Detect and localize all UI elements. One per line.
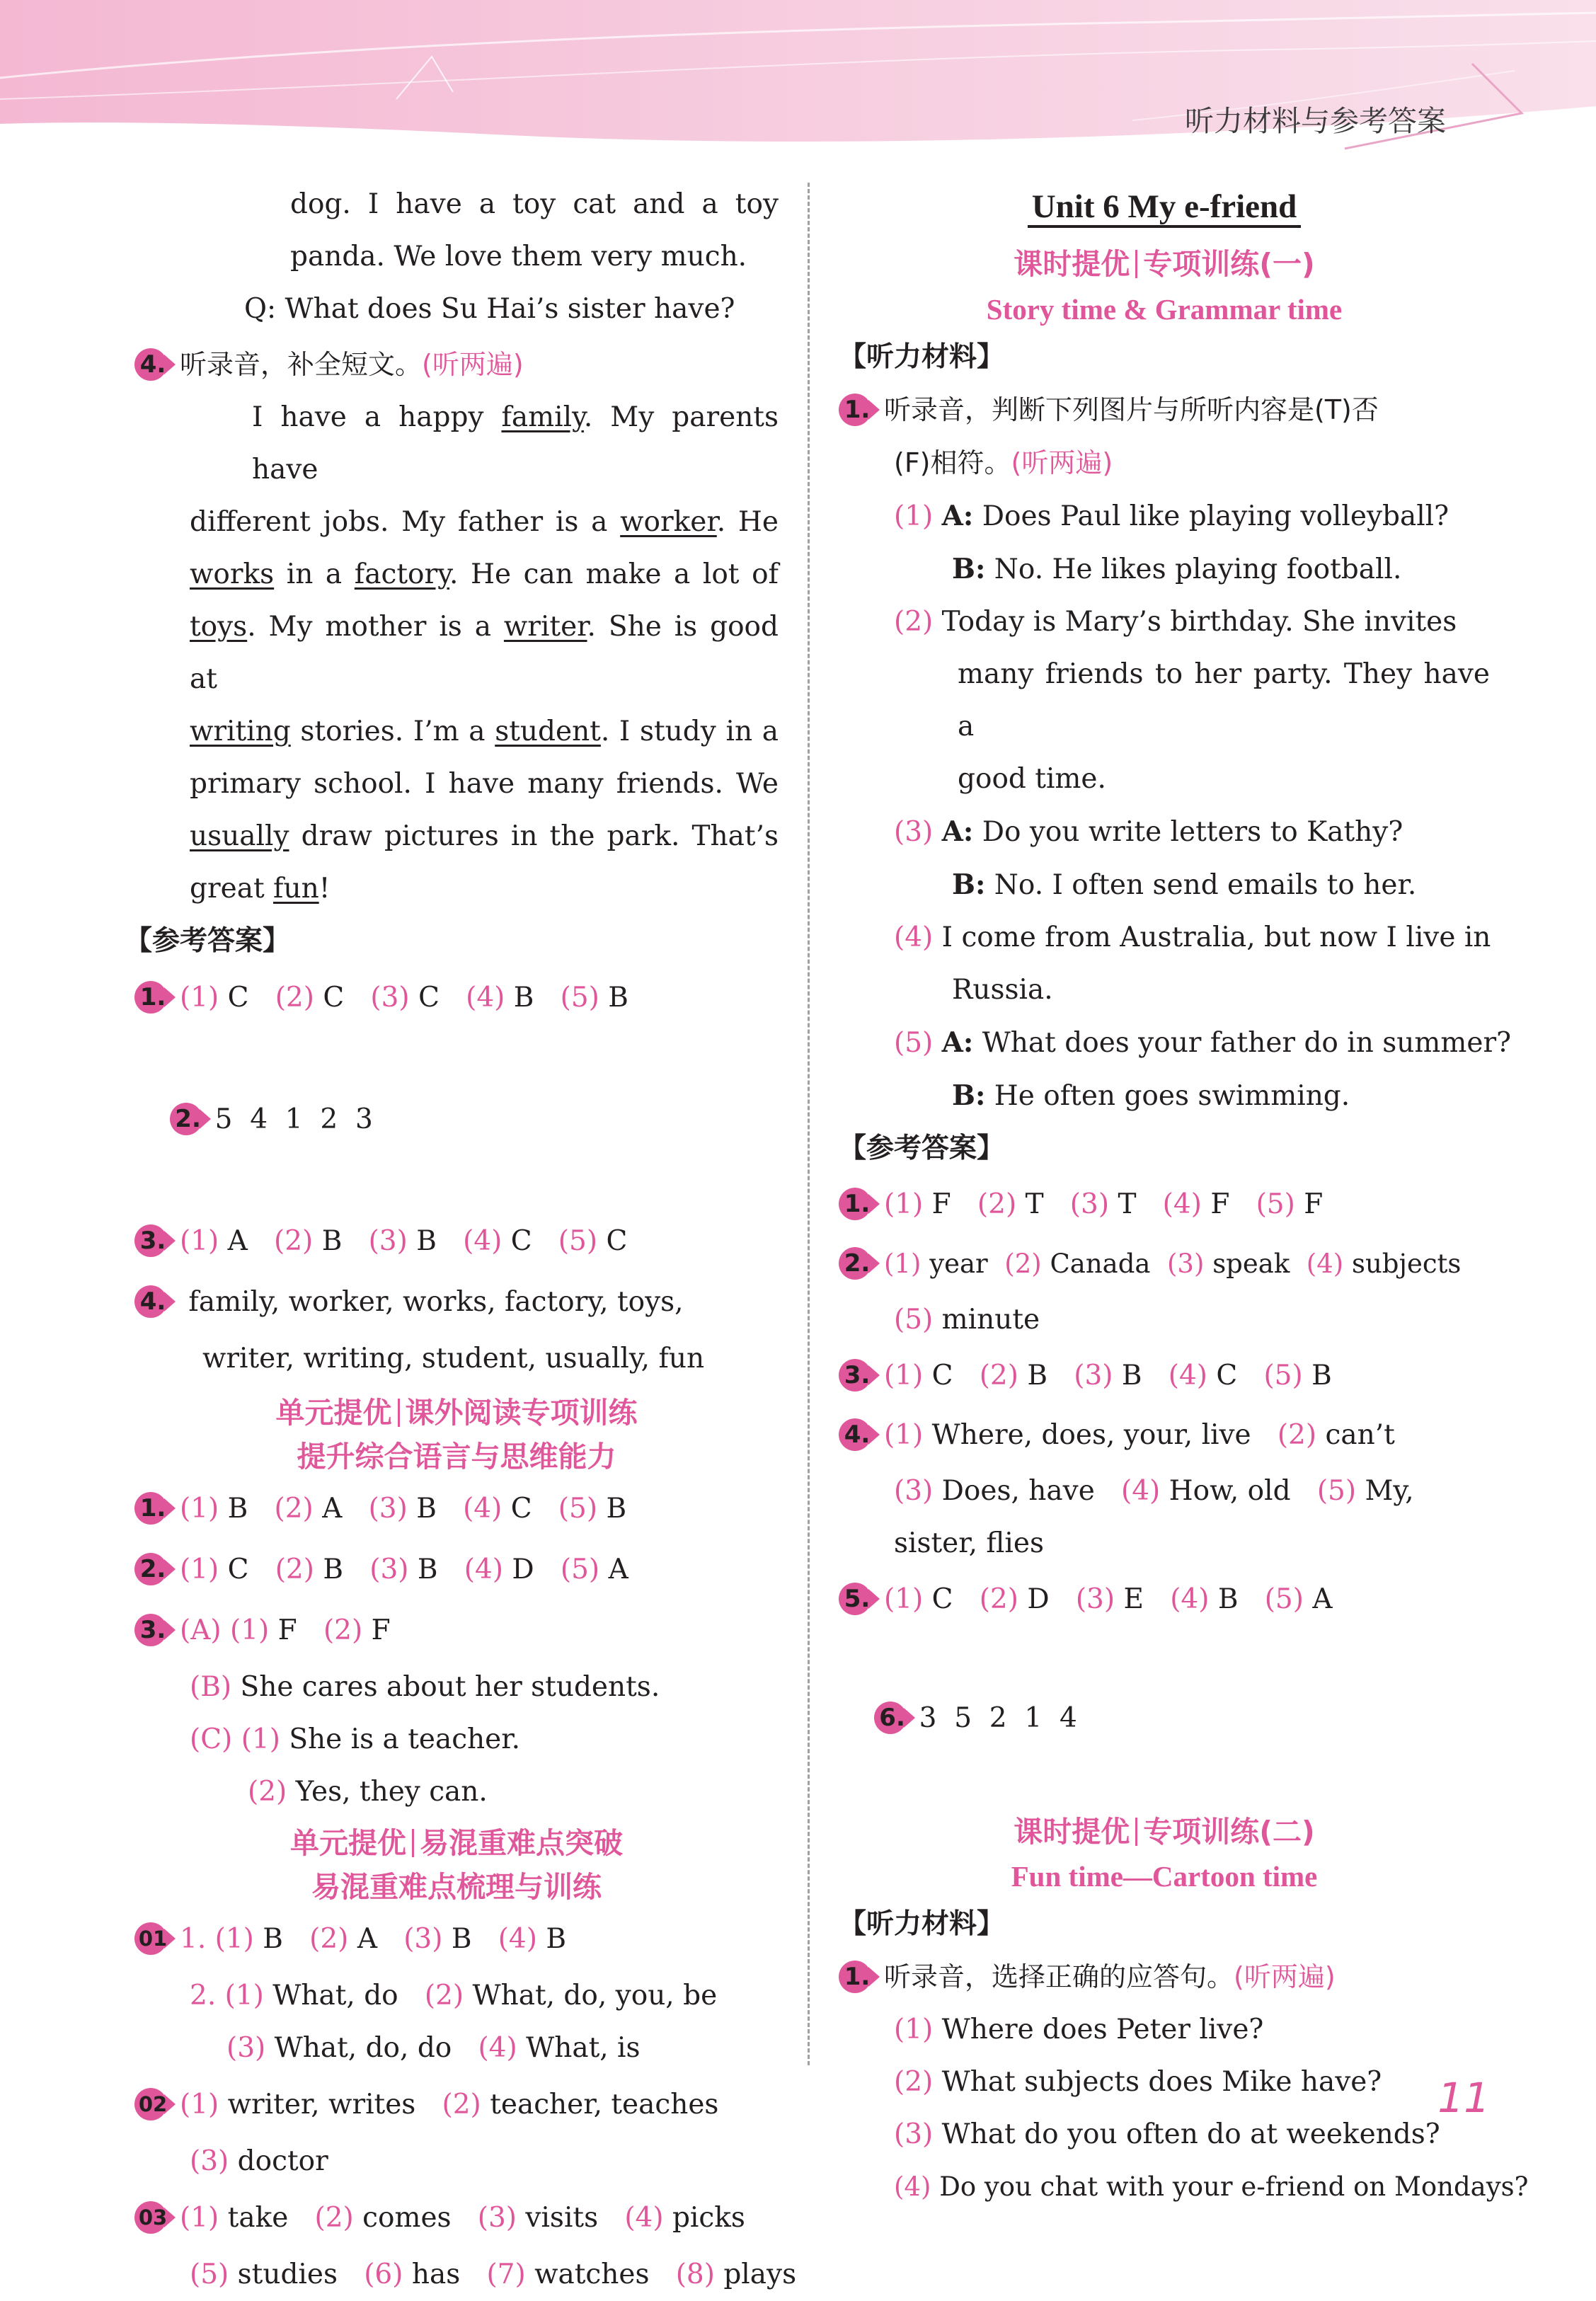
difficult-02: 02 (1) writer, writes (2) teacher, teaches: [134, 2075, 779, 2135]
section-subtitle-difficult: 易混重难点梳理与训练: [311, 1870, 602, 1904]
right-answer-6: 6. 3 5 2 1 4: [839, 1629, 1490, 1808]
question-number-badge: 4.: [134, 348, 176, 381]
left-column: [125, 178, 797, 2301]
passage-line: writing stories. I’m a student. I study in a: [190, 716, 779, 747]
section-title-1: 课时提优 专项训练(一): [1014, 247, 1315, 281]
difficult-01-2: 2. (1) What, do (2) What, do, you, be: [190, 1980, 718, 2012]
listening-item-3b: B: No. I often send emails to her.: [952, 868, 1417, 901]
question-number-badge: 2.: [170, 1103, 211, 1135]
right-answer-4c: sister, flies: [894, 1527, 1044, 1559]
difficult-03-2: (5) studies (6) has (7) watches (8) plays: [190, 2259, 797, 2290]
passage-line: toys. My mother is a writer. She is good at: [190, 611, 779, 695]
right-answer-4: 4. (1) Where, does, your, live (2) can’t: [839, 1406, 1490, 1465]
text-line: Q: What does Su Hai’s sister have?: [244, 293, 735, 325]
listening-2-1: 1. 听录音，选择正确的应答句。(听两遍): [839, 1951, 1490, 2004]
question-number-badge: 1.: [839, 1188, 880, 1220]
text-line: dog. I have a toy cat and a toy: [290, 188, 779, 220]
question-number-badge: 1.: [839, 1961, 880, 1993]
question-number-badge: 1.: [134, 981, 176, 1014]
right-column: [839, 178, 1529, 2213]
listening-title: 【听力材料】: [839, 341, 1005, 373]
section-subtitle-reading: 提升综合语言与思维能力: [297, 1440, 616, 1474]
question-number-badge: 4.: [839, 1418, 880, 1451]
listening-item-5: (5) A: What does your father do in summer?: [894, 1026, 1512, 1059]
listening-item-4: (4) I come from Australia, but now I live in: [894, 922, 1491, 953]
question-4: [134, 338, 779, 391]
header-title: 听力材料与参考答案: [1185, 104, 1446, 138]
unit-title-row: [839, 184, 1490, 234]
listening-item-3: (3) A: Do you write letters to Kathy?: [894, 815, 1403, 848]
listening-item-5b: B: He often goes swimming.: [952, 1079, 1350, 1112]
question-number-badge: 1.: [134, 1492, 176, 1525]
question-number-badge: 5.: [839, 1583, 880, 1615]
question-number-badge: 2.: [134, 1553, 176, 1585]
difficult-03: 03 (1) take (2) comes (3) visits (4) picks: [134, 2188, 779, 2249]
question-number-badge: 3.: [839, 1359, 880, 1391]
section-subtitle-1: Story time & Grammar time: [986, 293, 1343, 326]
right-answer-5: 5. (1) C (2) D (3) E (4) B (5) A: [839, 1570, 1490, 1629]
question-number-badge: 1.: [839, 394, 880, 426]
listening-2-item: (3) What do you often do at weekends?: [894, 2118, 1440, 2150]
question-number-badge: 3.: [134, 1614, 176, 1646]
listening-item-1b: B: No. He likes playing football.: [952, 553, 1402, 585]
question-number-badge: 03: [134, 2201, 176, 2234]
passage: [134, 391, 779, 915]
section-title-2: 课时提优 专项训练(二): [1014, 1815, 1315, 1849]
question-number-badge: 01: [134, 1922, 176, 1955]
question-number-badge: 3.: [134, 1224, 176, 1257]
question-number-badge: 4.: [134, 1285, 176, 1318]
reading-answer-3c2: (2) Yes, they can.: [248, 1776, 488, 1808]
difficult-01: 01 1. (1) B (2) A (3) B (4) B: [134, 1909, 779, 1970]
reading-answer-3: 3. (A) (1) F (2) F: [134, 1600, 779, 1661]
difficult-02-2: (3) doctor: [190, 2145, 328, 2177]
listening-item-2: (2) Today is Mary’s birthday. She invites: [894, 606, 1457, 638]
right-answer-2: 2. (1) year (2) Canada (3) speak (4) subjects: [839, 1234, 1490, 1294]
answers-title: 【参考答案】: [125, 925, 291, 957]
listening-item-4b: Russia.: [952, 974, 1053, 1006]
column-divider: [808, 183, 810, 2065]
page-number: 11: [1437, 2074, 1490, 2122]
unit-title: Unit 6 My e-friend: [1028, 188, 1302, 228]
difficult-01-3: (3) What, do, do (4) What, is: [226, 2032, 641, 2064]
passage-line: different jobs. My father is a worker. He: [190, 506, 779, 538]
passage-line: great fun!: [190, 873, 331, 905]
question-number-badge: 02: [134, 2088, 176, 2121]
question-number-badge: 2.: [839, 1247, 880, 1280]
answer-4-cont: writer, writing, student, usually, fun: [202, 1343, 705, 1375]
right-answer-2b: (5) minute: [894, 1304, 1040, 1336]
answer-2: 2. 5 4 1 2 3: [134, 1028, 779, 1211]
listening-2-item: (1) Where does Peter live?: [894, 2014, 1264, 2045]
question-number-badge: 6.: [874, 1702, 915, 1734]
listening-item-2b: many friends to her party. They have a: [958, 658, 1490, 742]
listening-2-item: (2) What subjects does Mike have?: [894, 2066, 1382, 2098]
section-title-difficult: 单元提优 易混重难点突破: [290, 1826, 623, 1860]
listening-item-1: (1) A: Does Paul like playing volleyball?: [894, 500, 1449, 532]
listening-1-line2: (F)相符。(听两遍): [894, 447, 1113, 478]
answer-4: 4. family, worker, works, factory, toys,: [134, 1272, 779, 1333]
instruction-text: 听录音，补全短文。: [180, 349, 423, 380]
passage-line: usually draw pictures in the park. That’s: [190, 820, 779, 852]
listening-title-2: 【听力材料】: [839, 1908, 1005, 1940]
reading-answer-2: 2. (1) C (2) B (3) B (4) D (5) A: [134, 1539, 779, 1600]
text-line: panda. We love them very much.: [290, 241, 747, 272]
answers-title-right: 【参考答案】: [839, 1132, 1005, 1164]
listen-twice-note: (听两遍): [422, 349, 524, 380]
listening-item-2c: good time.: [958, 763, 1106, 795]
answer-3: 3. (1) A (2) B (3) B (4) C (5) C: [134, 1211, 779, 1272]
reading-answer-3c: (C) (1) She is a teacher.: [190, 1723, 520, 1755]
section-title-reading: 单元提优 课外阅读专项训练: [275, 1396, 638, 1430]
section-subtitle-2: Fun time—Cartoon time: [1011, 1860, 1318, 1893]
listening-1: 1. 听录音，判断下列图片与所听内容是(T)否: [839, 384, 1490, 437]
passage-line: I have a happy family. My parents have: [252, 401, 779, 486]
passage-line: primary school. I have many friends. We: [190, 768, 779, 800]
right-answer-3: 3. (1) C (2) B (3) B (4) C (5) B: [839, 1346, 1490, 1406]
right-answer-4b: (3) Does, have (4) How, old (5) My,: [894, 1475, 1414, 1507]
passage-line: works in a factory. He can make a lot of: [190, 558, 779, 590]
reading-answer-3b: (B) She cares about her students.: [190, 1671, 660, 1703]
right-answer-1: 1. (1) F (2) T (3) T (4) F (5) F: [839, 1175, 1490, 1234]
listening-2-item: (4) Do you chat with your e-friend on Mondays?: [894, 2171, 1529, 2202]
reading-answer-1: 1. (1) B (2) A (3) B (4) C (5) B: [134, 1479, 779, 1539]
answer-1: 1. (1) C (2) C (3) C (4) B (5) B: [134, 968, 779, 1028]
